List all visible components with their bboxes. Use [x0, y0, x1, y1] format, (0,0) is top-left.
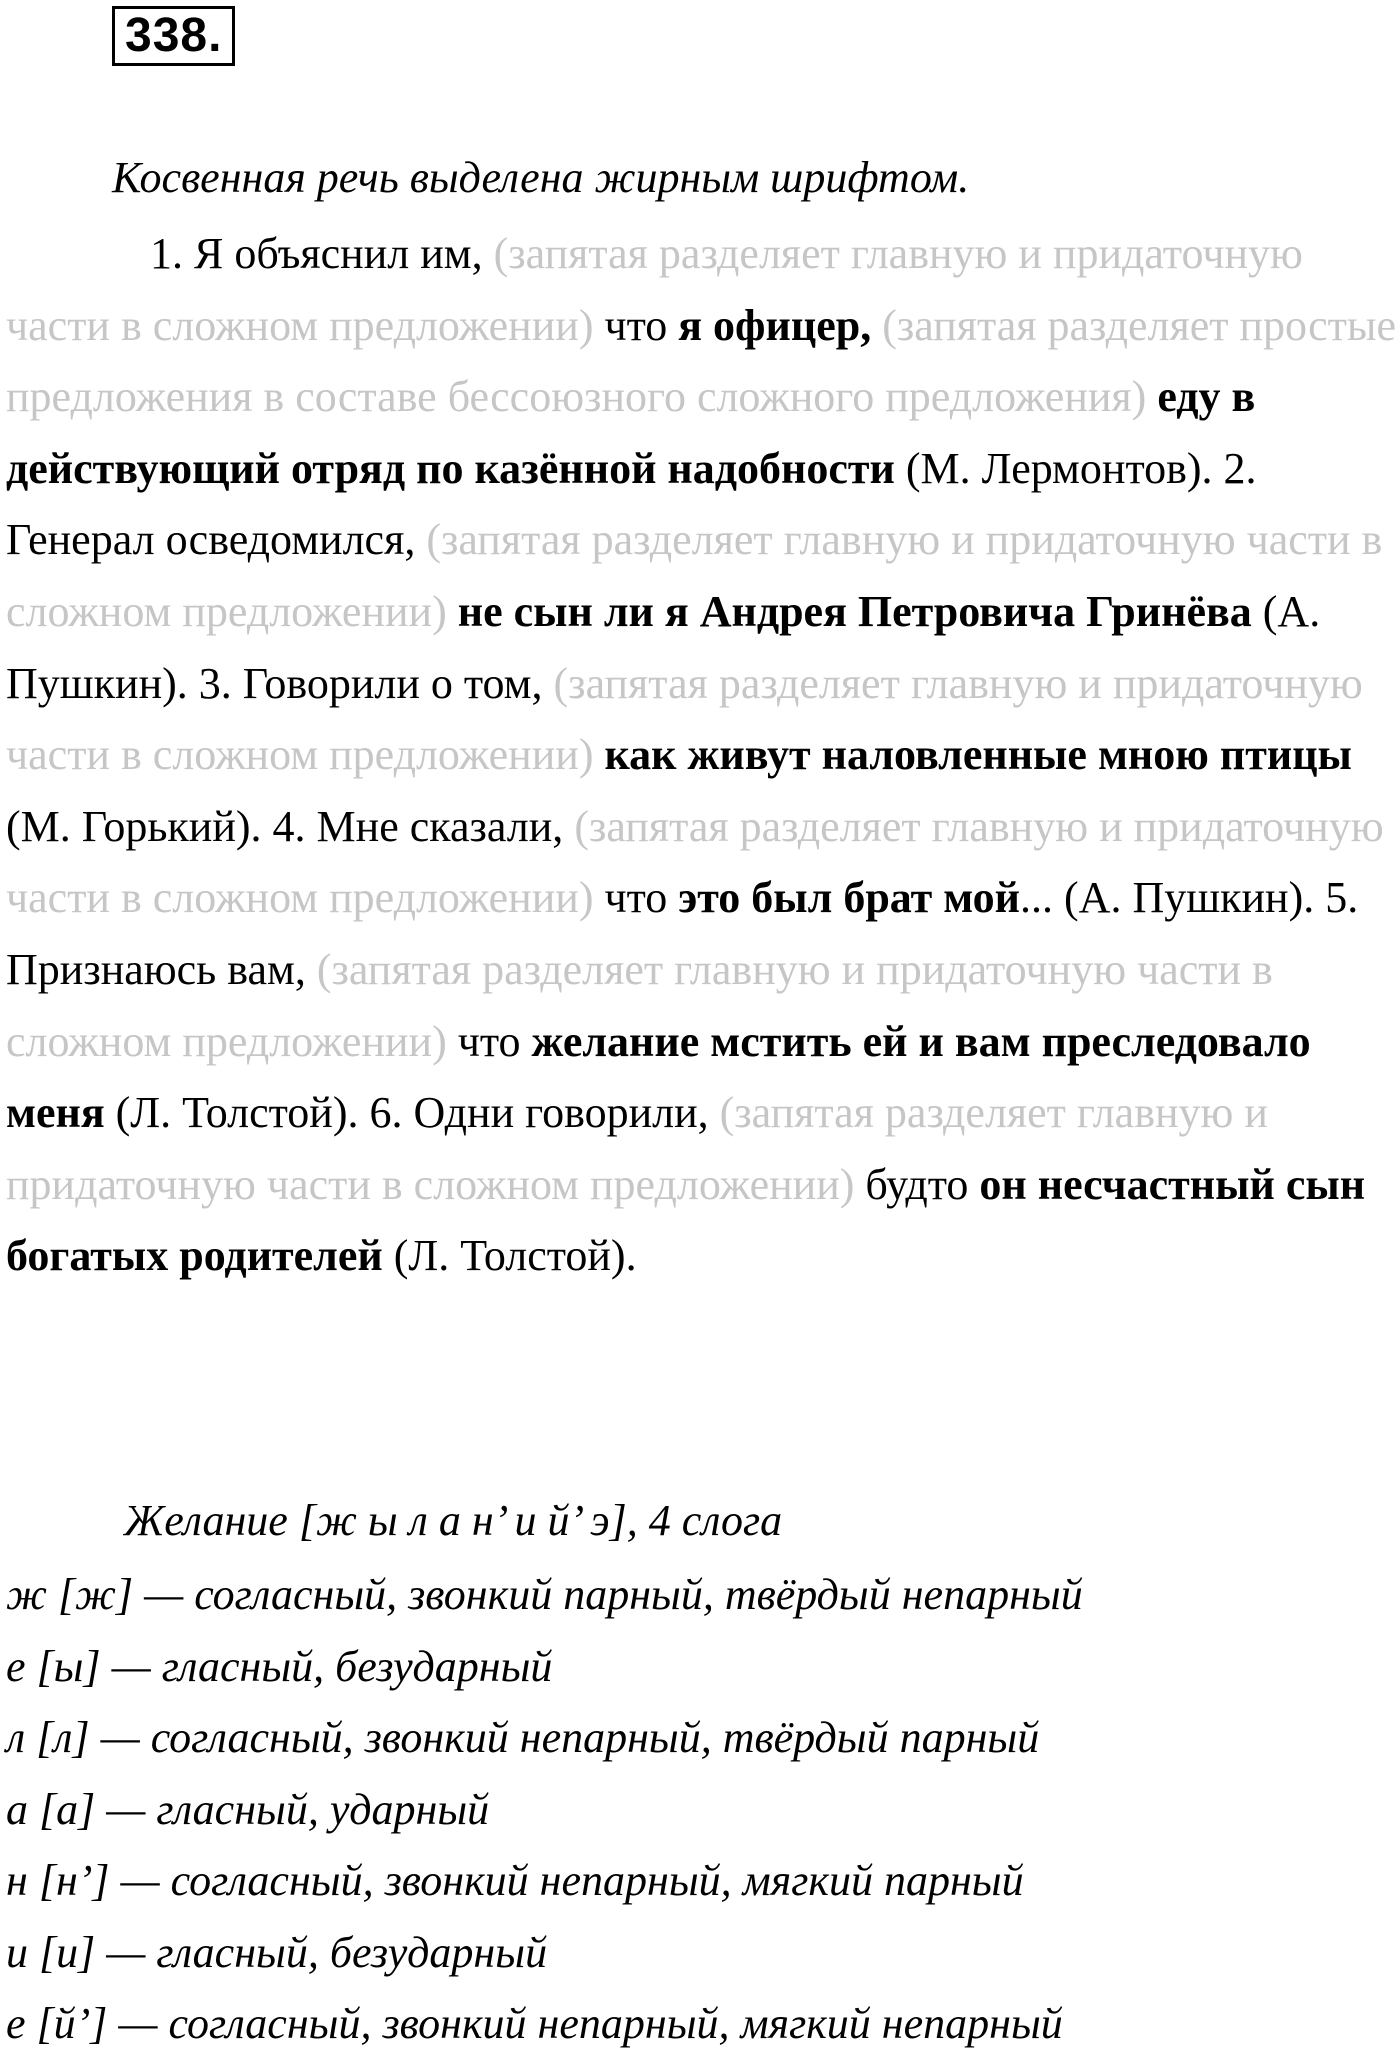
punctuation-note: (запятая разделяет главную и придаточную части в сложном предложении) [6, 515, 1383, 636]
passage-text: 1. Я объяснил им, [150, 229, 494, 278]
punctuation-note: (запятая разделяет главную и придаточную части в сложном предложении) [6, 944, 1273, 1066]
punctuation-note: (запятая разделяет простые предложения в составе бессоюзного сложного предложения) [6, 300, 1396, 422]
exercise-number: 338. [112, 6, 235, 66]
phonetic-analysis-list [6, 1559, 1083, 2060]
indirect-speech: он несчастный сын богатых родителей [6, 1159, 1366, 1281]
punctuation-note: (запятая разделяет главную и придаточную части в сложном предложении) [6, 658, 1363, 780]
indirect-speech: как живут наловленные мною птицы [604, 730, 1352, 780]
passage-text [1146, 372, 1157, 421]
phonetic-line-e2: е [й’] — согласный, звонкий непарный, мягкий непарный [6, 1999, 1063, 2048]
intro-note: Косвенная речь выделена жирным шрифтом. [112, 153, 970, 202]
phonetic-line-a: а [а] — гласный, ударный [6, 1784, 490, 1834]
passage-text: (Л. Толстой). [382, 1231, 637, 1281]
passage-text [593, 730, 604, 779]
passage-text [447, 587, 458, 636]
passage-text: что [593, 300, 679, 350]
punctuation-note: (запятая разделяет главную и придаточную части в сложном предложении) [6, 229, 1303, 350]
phonetic-line-i: и [и] — гласный, безударный [6, 1927, 548, 1977]
passage-text: что [593, 873, 679, 923]
indirect-speech: еду в действующий отряд по казённой надобности [6, 372, 1256, 493]
passage-text: (Л. Толстой). 6. Одни говорили, [104, 1088, 720, 1138]
passage-text: (М. Лермонтов). 2. Генерал осведомился, [6, 443, 1257, 565]
phonetic-analysis-heading: Желание [ж ы л а н’ и й’ э], 4 слога [124, 1496, 783, 1545]
phonetic-line-l: л [л] — согласный, звонкий непарный, твёрдый парный [6, 1713, 1040, 1762]
punctuation-note: (запятая разделяет главную и придаточную части в сложном предложении) [6, 801, 1384, 923]
passage-text: что [446, 1016, 532, 1066]
phonetic-line-n: н [н’] — согласный, звонкий непарный, мягкий парный [6, 1856, 1024, 1905]
indirect-speech: я офицер, [678, 300, 872, 350]
phonetic-line-zh: ж [ж] — согласный, звонкий парный, твёрдый непарный [6, 1570, 1083, 1619]
indirect-speech: не сын ли я Андрея Петровича Гринёва [457, 586, 1252, 636]
passage-text: (А. Пушкин). 3. Говорили о том, [6, 586, 1321, 708]
passage-text [871, 301, 882, 350]
phonetic-line-e1: е [ы] — гласный, безударный [6, 1641, 553, 1691]
indirect-speech: это был брат мой [678, 873, 1021, 923]
indirect-speech: желание мстить ей и вам преследовало меня [6, 1016, 1311, 1138]
punctuation-note: (запятая разделяет главную и придаточную части в сложном предложении) [6, 1088, 1268, 1209]
exercise-passage [6, 218, 1398, 1292]
passage-text: ... (А. Пушкин). 5. Признаюсь вам, [6, 873, 1359, 994]
passage-text: (М. Горький). 4. Мне сказали, [6, 801, 575, 851]
passage-text: будто [854, 1159, 980, 1209]
